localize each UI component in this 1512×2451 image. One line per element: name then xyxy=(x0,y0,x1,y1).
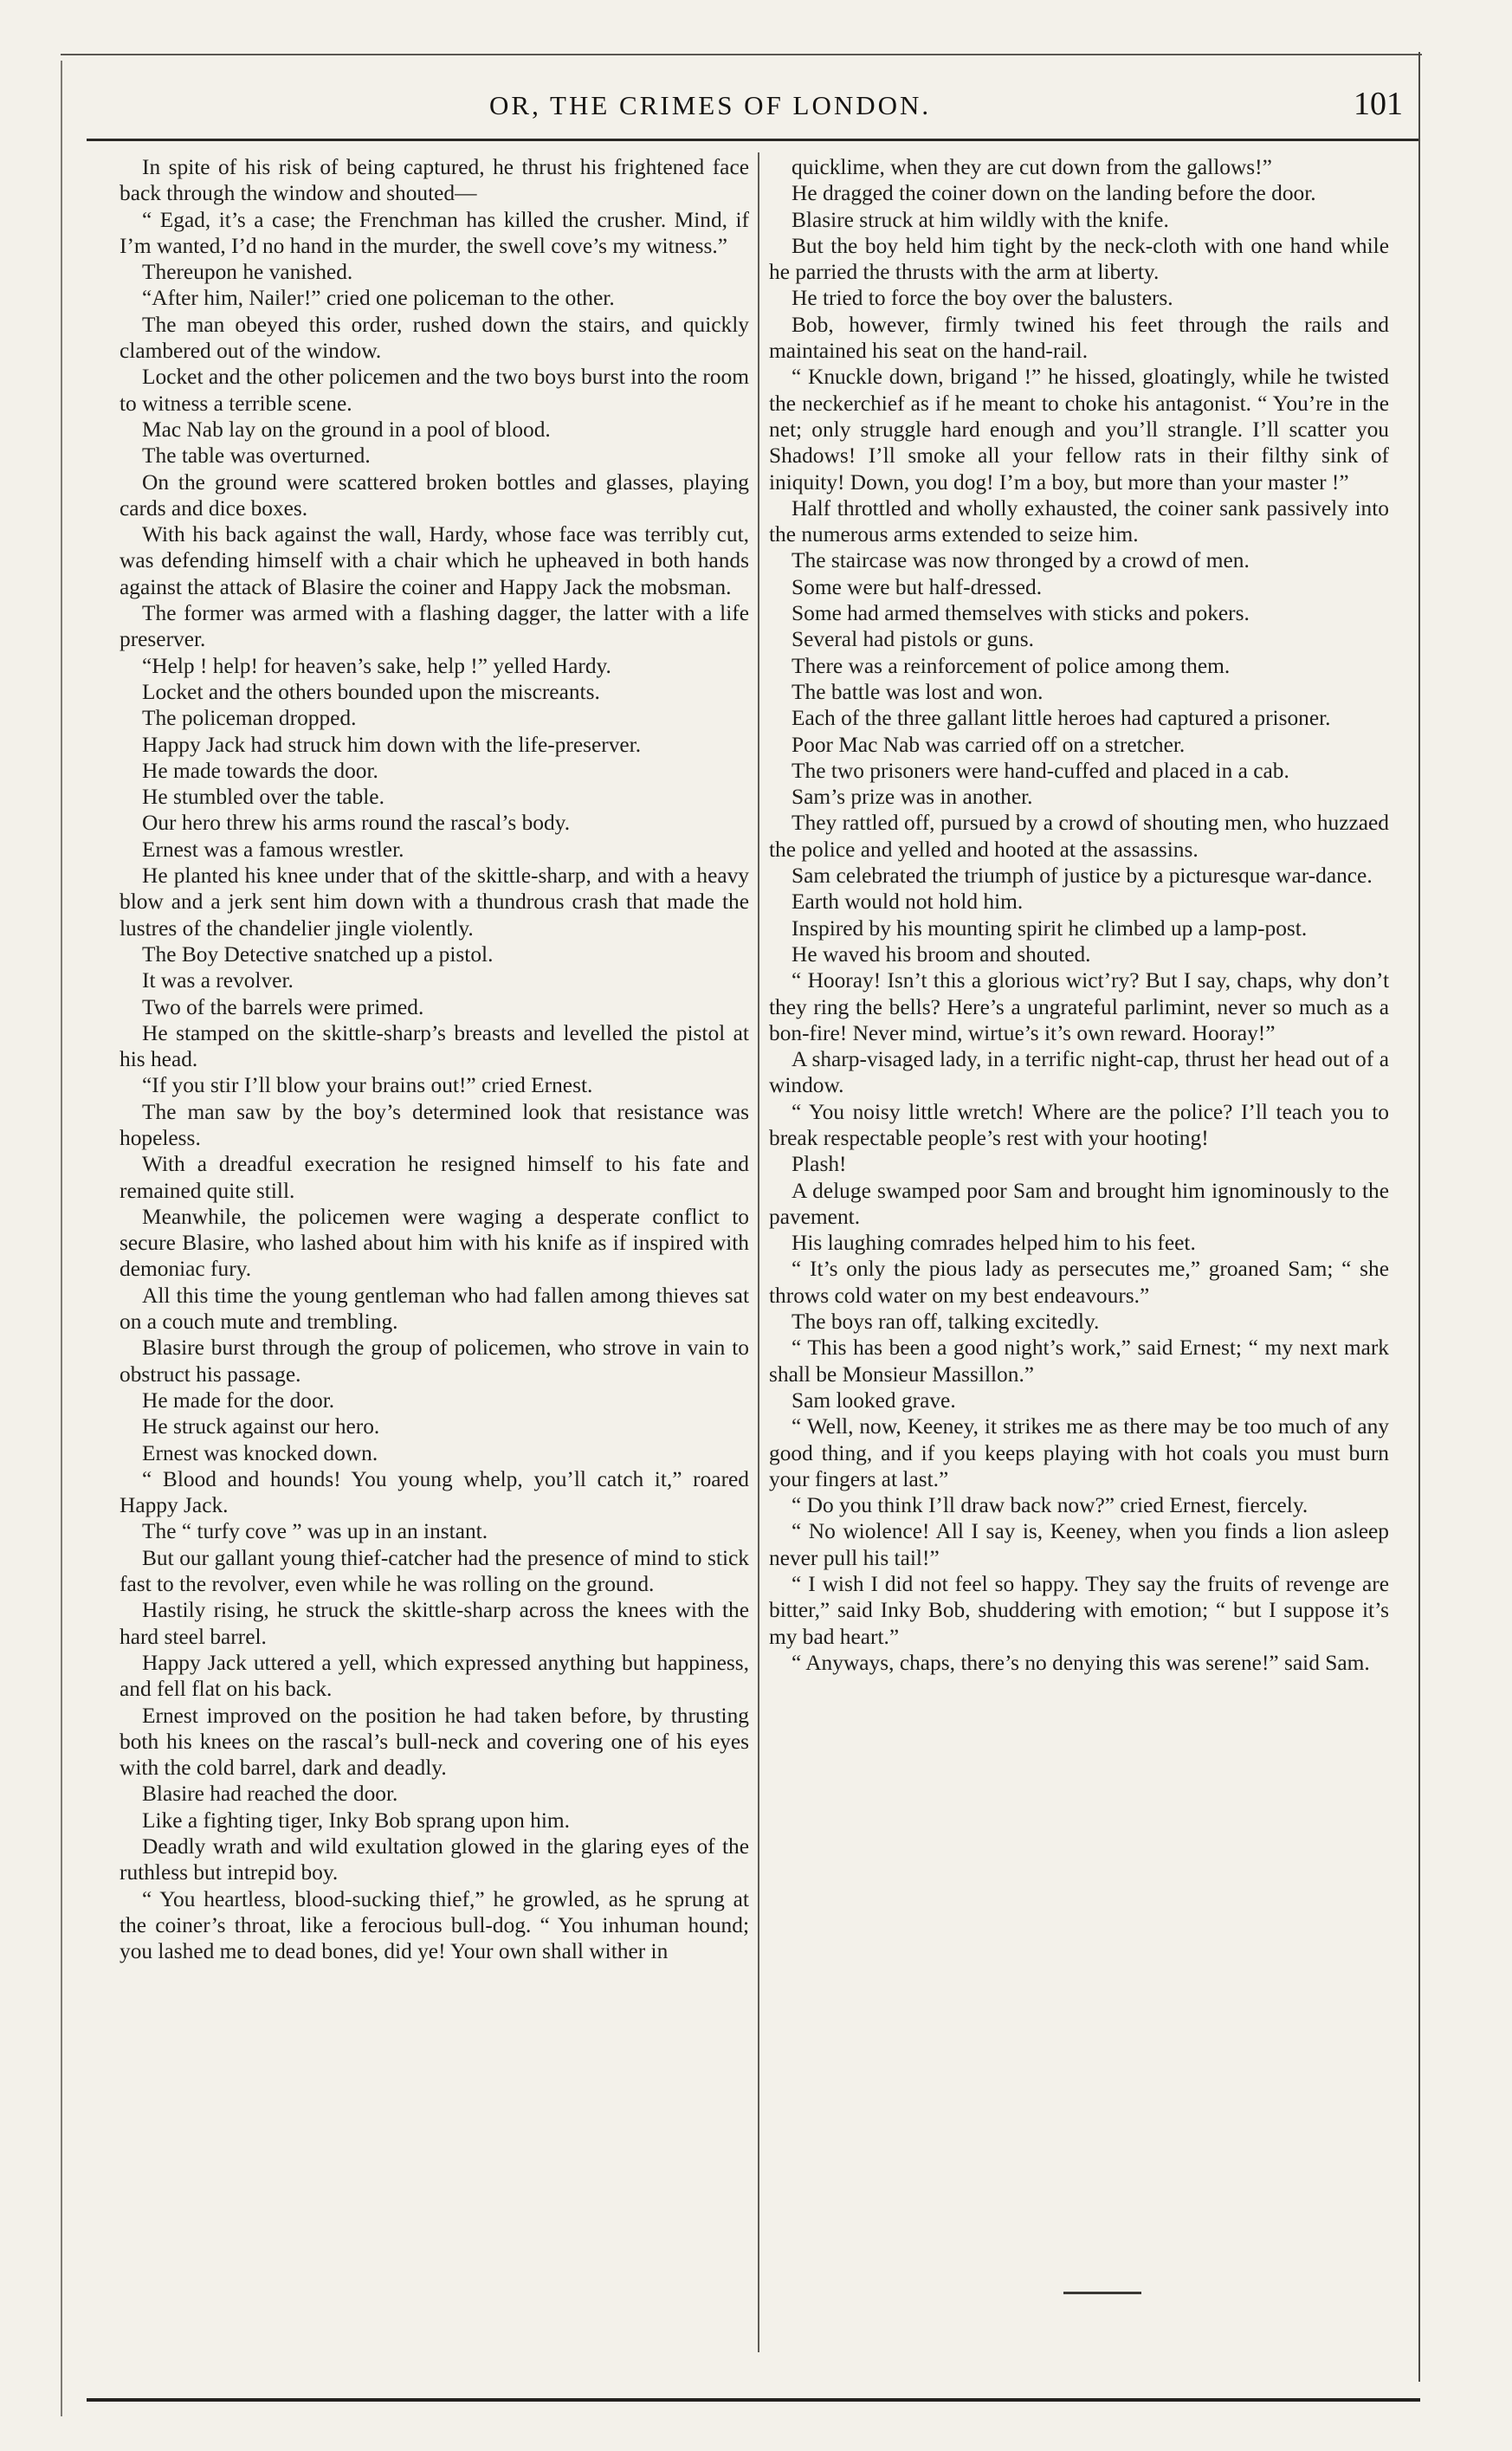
section-end-rule xyxy=(1063,2292,1141,2294)
paragraph: “ You noisy little wretch! Where are the police? I’ll teach you to break respectable people’s rest with your hooting! xyxy=(769,1099,1389,1150)
running-title: OR, THE CRIMES OF LONDON. xyxy=(489,90,932,120)
paragraph: The former was armed with a flashing dagger, the latter with a life preserver. xyxy=(120,601,749,652)
paragraph: The “ turfy cove ” was up in an instant. xyxy=(142,1519,488,1544)
paragraph: He planted his knee under that of the skittle-sharp, and with a heavy blow and a jerk sent him down with a thundrous crash that made the lustres of the chandelier jingle violently. xyxy=(120,863,749,941)
page-number: 101 xyxy=(1354,86,1403,122)
paragraph: In spite of his risk of being captured, he thrust his frightened face back through the window and shouted— xyxy=(120,155,749,206)
paragraph: Blasire had reached the door. xyxy=(142,1782,398,1807)
paragraph: “ Egad, it’s a case; the Frenchman has killed the crusher. Mind, if I’m wanted, I’d no hand in the murder, the swell cove’s my witness.” xyxy=(120,207,749,258)
paragraph: With a dreadful execration he resigned himself to his fate and remained quite still. xyxy=(120,1152,749,1203)
paragraph: Several had pistols or guns. xyxy=(792,627,1034,652)
paragraph: “ You heartless, blood-sucking thief,” he growled, as he sprung at the coiner’s throat, like a ferocious bull-dog. “ You inhuman hound; you lashed me to dead bones, did ye! Your own shall wither in xyxy=(120,1886,749,1964)
paragraph: Meanwhile, the policemen were waging a desperate conflict to secure Blasire, who lashed about him with his knife as if inspired with demoniac fury. xyxy=(120,1204,749,1282)
paragraph: The table was overturned. xyxy=(142,443,371,469)
paragraph: “ Anyways, chaps, there’s no denying this was serene!” said Sam. xyxy=(792,1650,1370,1675)
paragraph: “ I wish I did not feel so happy. They say the fruits of revenge are bitter,” said Inky Bob, shuddering with emotion; “ but I suppose it’s my bad heart.” xyxy=(769,1572,1389,1649)
bottom-border-rule xyxy=(87,2398,1420,2402)
left-text-column xyxy=(120,154,749,1964)
column-divider xyxy=(758,152,759,2352)
paragraph: Some had armed themselves with sticks and pokers. xyxy=(792,601,1250,626)
paragraph: “ Blood and hounds! You young whelp, you’ll catch it,” roared Happy Jack. xyxy=(120,1466,749,1518)
paragraph: “ Hooray! Isn’t this a glorious wict’ry? But I say, chaps, why don’t they ring the bells? Here’s a ungrateful parlimint, never so much as a bon-fire! Never mind, wirtue’s it’s own reward. Hooray!” xyxy=(769,968,1389,1045)
paragraph: Some were but half-dressed. xyxy=(792,574,1043,599)
paragraph: “ Well, now, Keeney, it strikes me as there may be too much of any good thing, and if you keeps playing with hot coals you must burn your fingers at last.” xyxy=(769,1414,1389,1491)
right-text-column xyxy=(769,154,1389,1676)
paragraph: Each of the three gallant little heroes had captured a prisoner. xyxy=(792,706,1331,731)
paragraph: A sharp-visaged lady, in a terrific night-cap, thrust her head out of a window. xyxy=(769,1047,1389,1098)
paragraph: He dragged the coiner down on the landing before the door. xyxy=(792,181,1316,206)
paragraph: Blasire struck at him wildly with the knife. xyxy=(792,207,1169,232)
paragraph: They rattled off, pursued by a crowd of shouting men, who huzzaed the police and yelled and hooted at the assassins. xyxy=(769,811,1389,862)
paragraph: It was a revolver. xyxy=(142,968,294,993)
paragraph: The staircase was now thronged by a crowd of men. xyxy=(792,548,1250,573)
paragraph: The boys ran off, talking excitedly. xyxy=(792,1310,1100,1335)
paragraph: Sam’s prize was in another. xyxy=(792,785,1033,810)
paragraph: He struck against our hero. xyxy=(142,1414,380,1439)
paragraph: He made for the door. xyxy=(142,1387,335,1413)
paragraph: Our hero threw his arms round the rascal’s body. xyxy=(142,811,571,836)
paragraph: Bob, however, firmly twined his feet through the rails and maintained his seat on the hand-rail. xyxy=(769,312,1389,364)
paragraph: There was a reinforcement of police among them. xyxy=(792,653,1231,678)
paragraph: The Boy Detective snatched up a pistol. xyxy=(142,941,494,967)
paragraph: The man obeyed this order, rushed down the stairs, and quickly clambered out of the window. xyxy=(120,312,749,364)
paragraph: “After him, Nailer!” cried one policeman to the other. xyxy=(142,286,615,311)
paragraph: He stumbled over the table. xyxy=(142,785,384,810)
paragraph: Thereupon he vanished. xyxy=(142,260,353,285)
paragraph: quicklime, when they are cut down from the gallows!” xyxy=(792,155,1272,179)
paragraph: With his back against the wall, Hardy, whose face was terribly cut, was defending himself with a chair which he upheaved in both hands against the attack of Blasire the coiner and Happy Jack the mobsman. xyxy=(120,522,749,599)
paragraph: But the boy held him tight by the neck-cloth with one hand while he parried the thrusts with the arm at liberty. xyxy=(769,233,1389,285)
paragraph: “If you stir I’ll blow your brains out!” cried Ernest. xyxy=(142,1073,593,1098)
paragraph: Plash! xyxy=(792,1152,847,1177)
paragraph: Happy Jack had struck him down with the life-preserver. xyxy=(142,732,642,757)
paragraph: “ No wiolence! All I say is, Keeney, when you finds a lion asleep never pull his tail!” xyxy=(769,1519,1389,1570)
paragraph: Earth would not hold him. xyxy=(792,889,1024,915)
paragraph: “ Knuckle down, brigand !” he hissed, gloatingly, while he twisted the neckerchief as if he meant to choke his antagonist. “ You’re in the net; only struggle hard enough and you’ll strangle. I’ll scatter you Shadows! I’ll smoke all your fellow rats in their filthy sink of iniquity! Down, you dog! I’m a boy, but more than your master !” xyxy=(769,365,1389,495)
paragraph: The two prisoners were hand-cuffed and placed in a cab. xyxy=(792,758,1289,783)
paragraph: But our gallant young thief-catcher had the presence of mind to stick fast to the revolver, even while he was rolling on the ground. xyxy=(120,1545,749,1597)
right-border-rule xyxy=(1418,52,1420,2382)
paragraph: “ This has been a good night’s work,” said Ernest; “ my next mark shall be Monsieur Massillon.” xyxy=(769,1335,1389,1387)
paragraph: All this time the young gentleman who had fallen among thieves sat on a couch mute and trembling. xyxy=(120,1283,749,1335)
paragraph: He tried to force the boy over the balusters. xyxy=(792,286,1173,311)
paragraph: Ernest was knocked down. xyxy=(142,1440,378,1465)
paragraph: Ernest was a famous wrestler. xyxy=(142,837,404,862)
paragraph: Half throttled and wholly exhausted, the coiner sank passively into the numerous arms extended to seize him. xyxy=(769,495,1389,547)
paragraph: He made towards the door. xyxy=(142,758,378,783)
left-border-rule xyxy=(61,61,62,2416)
paragraph: Two of the barrels were primed. xyxy=(142,994,424,1019)
paragraph: He waved his broom and shouted. xyxy=(792,941,1091,967)
paragraph: “ It’s only the pious lady as persecutes me,” groaned Sam; “ she throws cold water on my best endeavours.” xyxy=(769,1257,1389,1308)
paragraph: Blasire burst through the group of policemen, who strove in vain to obstruct his passage. xyxy=(120,1335,749,1387)
paragraph: Mac Nab lay on the ground in a pool of blood. xyxy=(142,417,551,442)
paragraph: A deluge swamped poor Sam and brought him ignominously to the pavement. xyxy=(769,1178,1389,1229)
paragraph: Happy Jack uttered a yell, which expressed anything but happiness, and fell flat on his back. xyxy=(120,1650,749,1702)
paragraph: Sam celebrated the triumph of justice by a picturesque war-dance. xyxy=(792,863,1373,889)
paragraph: The battle was lost and won. xyxy=(792,679,1044,704)
top-border-rule xyxy=(61,54,1422,55)
paragraph: His laughing comrades helped him to his feet. xyxy=(792,1231,1196,1256)
paragraph: On the ground were scattered broken bottles and glasses, playing cards and dice boxes. xyxy=(120,469,749,521)
paragraph: Deadly wrath and wild exultation glowed in the glaring eyes of the ruthless but intrepid boy. xyxy=(120,1834,749,1885)
paragraph: The policeman dropped. xyxy=(142,706,357,731)
paragraph: Inspired by his mounting spirit he climbed up a lamp-post. xyxy=(792,915,1308,941)
paragraph: Poor Mac Nab was carried off on a stretcher. xyxy=(792,732,1186,757)
paragraph: Locket and the other policemen and the two boys burst into the room to witness a terrible scene. xyxy=(120,365,749,416)
header-rule xyxy=(87,139,1418,141)
paragraph: Like a fighting tiger, Inky Bob sprang upon him. xyxy=(142,1808,571,1833)
paragraph: “ Do you think I’ll draw back now?” cried Ernest, fiercely. xyxy=(792,1493,1308,1518)
paragraph: Locket and the others bounded upon the miscreants. xyxy=(142,679,600,704)
paragraph: “Help ! help! for heaven’s sake, help !” yelled Hardy. xyxy=(142,653,611,678)
paragraph: Hastily rising, he struck the skittle-sharp across the knees with the hard steel barrel. xyxy=(120,1598,749,1649)
paragraph: Sam looked grave. xyxy=(792,1387,956,1413)
paragraph: The man saw by the boy’s determined look that resistance was hopeless. xyxy=(120,1099,749,1150)
paragraph: Ernest improved on the position he had taken before, by thrusting both his knees on the rascal’s bull-neck and covering one of his eyes with the cold barrel, dark and deadly. xyxy=(120,1703,749,1781)
paragraph: He stamped on the skittle-sharp’s breasts and levelled the pistol at his head. xyxy=(120,1020,749,1072)
